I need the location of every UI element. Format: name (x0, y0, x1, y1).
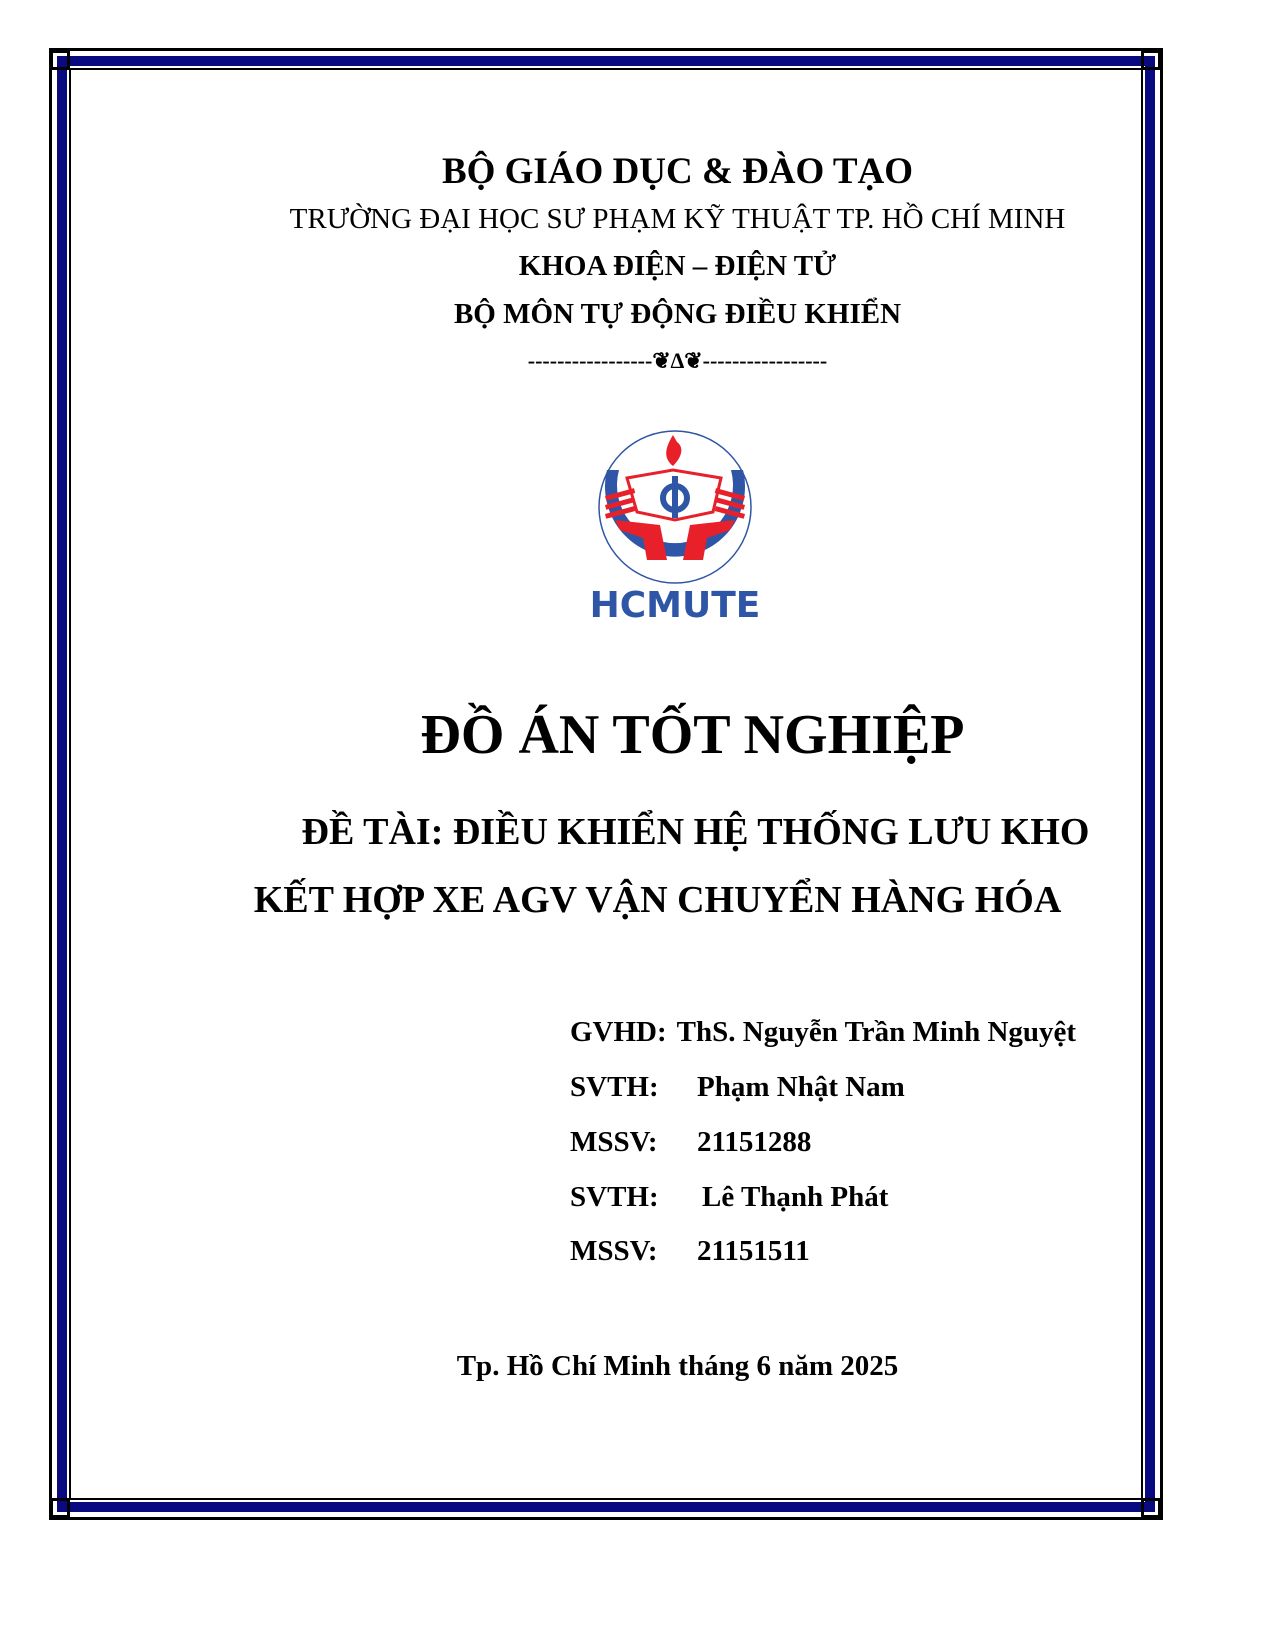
info-row-student-2 (570, 1181, 888, 1214)
university-name: TRƯỜNG ĐẠI HỌC SƯ PHẠM KỸ THUẬT TP. HỒ CHÍ MINH (289, 203, 1066, 235)
ministry-heading: BỘ GIÁO DỤC & ĐÀO TẠO (441, 151, 914, 192)
logo-text: HCMUTE (589, 585, 761, 626)
info-value: ThS. Nguyễn Trần Minh Nguyệt (676, 1016, 1077, 1048)
info-row-student-id-2 (570, 1235, 810, 1268)
topic-line-2: KẾT HỢP XE AGV VẬN CHUYỂN HÀNG HÓA (253, 879, 1062, 921)
info-value: Lê Thạnh Phát (702, 1181, 889, 1213)
document-title: ĐỒ ÁN TỐT NGHIỆP (420, 704, 965, 766)
corner-ornament-tr (1141, 50, 1161, 70)
info-label: MSSV: (570, 1235, 658, 1267)
faculty-name: KHOA ĐIỆN – ĐIỆN TỬ (518, 250, 837, 282)
info-row-student-1 (570, 1071, 905, 1104)
info-label: GVHD: (570, 1016, 667, 1048)
info-value: 21151511 (697, 1235, 810, 1267)
corner-ornament-bl (50, 1498, 70, 1518)
corner-ornament-br (1141, 1498, 1161, 1518)
info-row-supervisor (570, 1016, 1076, 1049)
place-date: Tp. Hồ Chí Minh tháng 6 năm 2025 (456, 1350, 899, 1382)
info-value: 21151288 (697, 1126, 812, 1158)
info-label: SVTH: (570, 1071, 659, 1103)
info-value: Phạm Nhật Nam (697, 1071, 905, 1103)
info-label: MSSV: (570, 1126, 658, 1158)
corner-ornament-tl (50, 50, 70, 70)
department-name: BỘ MÔN TỰ ĐỘNG ĐIỀU KHIỂN (453, 298, 902, 330)
hcmute-logo (585, 430, 765, 630)
divider-ornament: -----------------❦∆❦----------------- (527, 348, 828, 373)
info-row-student-id-1 (570, 1126, 811, 1159)
topic-line-1: ĐỀ TÀI: ĐIỀU KHIỂN HỆ THỐNG LƯU KHO (301, 811, 1090, 853)
info-label: SVTH: (570, 1181, 659, 1213)
